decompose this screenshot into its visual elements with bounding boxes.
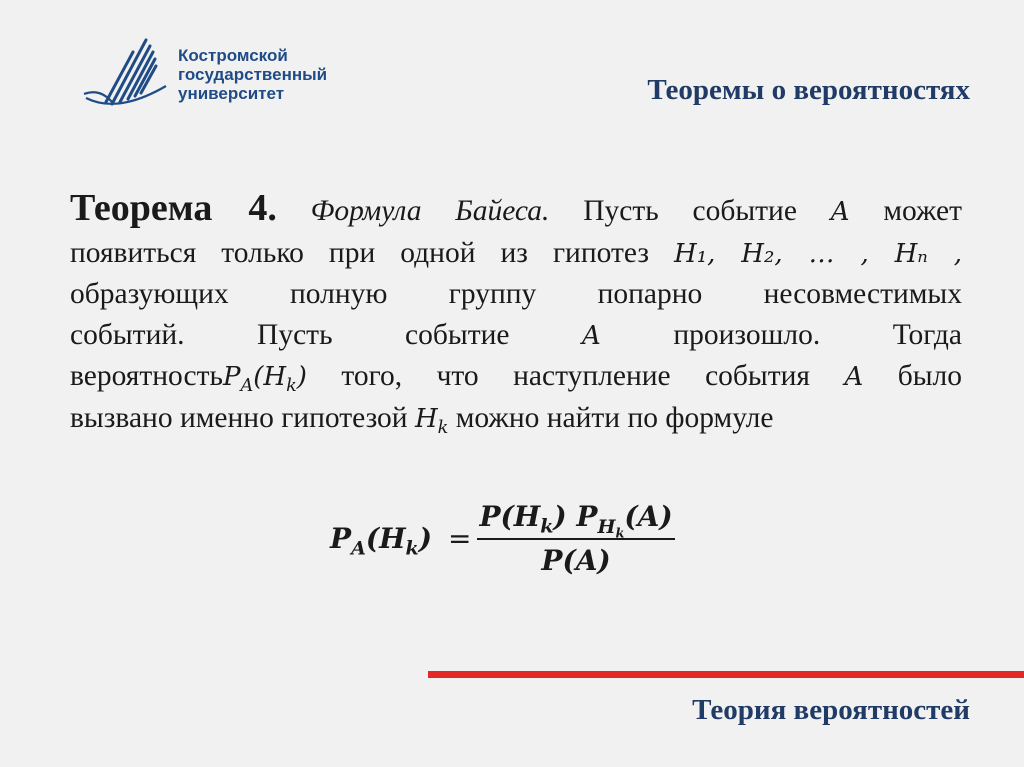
event-a: A [582,320,601,351]
text-fragment: было [897,360,962,392]
hypotheses: H₁, H₂, … , Hₙ , [674,238,962,269]
equals-sign: = [447,522,472,556]
university-logo [78,36,348,116]
text-fragment: Пусть событие [583,195,797,227]
text-fragment: того, что наступление события [341,360,810,392]
slide-title: Теоремы о вероятностях [647,74,970,106]
text-line [70,274,962,315]
formula-fraction [477,500,674,577]
text-fragment: вероятность [70,360,223,392]
theorem-name: Формула Байеса. [310,195,550,227]
footer-accent-line [428,671,1024,678]
theorem-text [70,188,962,439]
formula-denominator: P(A) [541,544,611,578]
text-fragment: событий. Пусть событие [70,318,510,351]
text-line [70,315,962,357]
theorem-label: Теорема 4 [70,187,268,229]
text-line [70,356,962,398]
prob-pa-hk: $P_A(H_k)$ [222,362,307,397]
logo-text [178,46,327,103]
logo-line: университет [178,84,285,103]
hypothesis-hk: $H_k$ [414,403,449,438]
theorem-label-dot: . [267,187,277,229]
logo-line: государственный [178,65,328,84]
text-line [70,233,962,275]
formula-lhs: $P_A(H_k)$ [330,522,432,560]
text-fragment: произошло. Тогда [673,318,963,351]
bayes-formula [330,500,675,577]
text-line [70,188,962,233]
text-fragment: появиться только при одной из гипотез [70,236,649,269]
logo-line: Костромской [178,46,288,65]
text-fragment: можно найти по формуле [455,401,774,434]
text-fragment: вызвано именно гипотезой [70,401,408,434]
formula-numerator: $P(H_k)$ $P_{H_k}(A)$ [479,500,673,542]
logo-emblem-icon [78,36,168,116]
footer-title: Теория вероятностей [692,694,970,726]
text-fragment: может [883,195,963,227]
text-fragment: образующих полную группу попарно несовместимых [70,278,962,310]
event-a: A [844,362,864,392]
event-a: A [830,197,850,227]
text-line [70,398,962,440]
